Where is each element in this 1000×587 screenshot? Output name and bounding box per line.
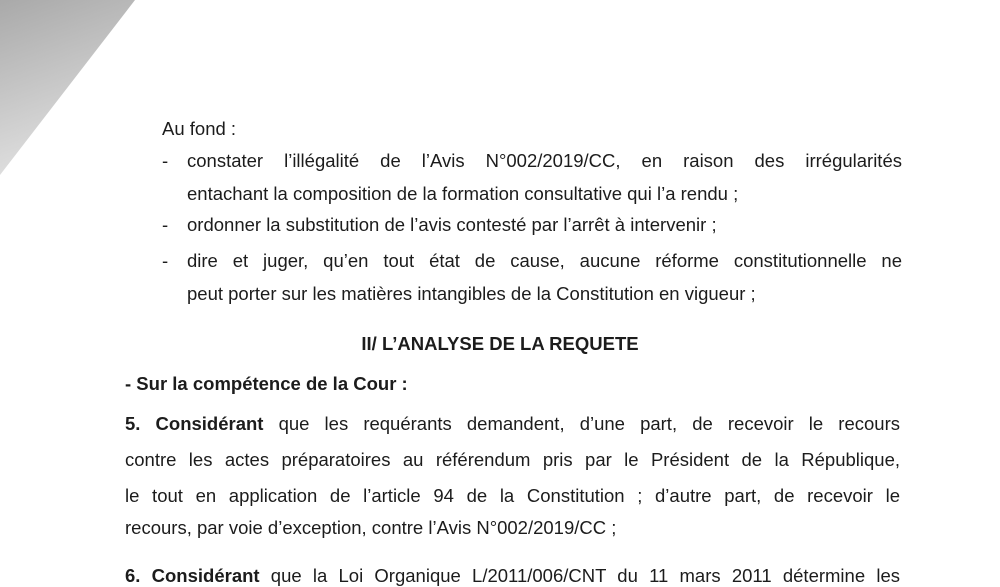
bullet-dash: - bbox=[162, 214, 169, 235]
bullet-3-line-1: dire et juger, qu’en tout état de cause, aucune réforme constitutionnelle ne bbox=[187, 250, 902, 271]
au-fond-label: Au fond : bbox=[162, 118, 237, 139]
para-5-line-4: recours, par voie d’exception, contre l’Avis N°002/2019/CC ; bbox=[125, 517, 617, 538]
bullet-1-line-2: entachant la composition de la formation consultative qui l’a rendu ; bbox=[187, 183, 739, 204]
bullet-dash: - bbox=[162, 150, 169, 171]
para-5-lead: 5. Considérant bbox=[125, 413, 264, 434]
subheading-competence: - Sur la compétence de la Cour : bbox=[125, 373, 408, 394]
para-5-line-3: le tout en application de l’article 94 de la Constitution ; d’autre part, de recevoir le bbox=[125, 485, 900, 506]
para-6-lead: 6. Considérant bbox=[125, 565, 260, 586]
scan-shadow bbox=[0, 0, 135, 175]
para-5-line-1-text: que les requérants demandent, d’une part, de recevoir le recours bbox=[263, 413, 900, 434]
para-5-line-1 bbox=[125, 413, 900, 435]
section-heading: II/ L’ANALYSE DE LA REQUETE bbox=[361, 333, 639, 354]
bullet-1-line-1: constater l’illégalité de l’Avis N°002/2019/CC, en raison des irrégularités bbox=[187, 150, 902, 171]
bullet-2-line-1: ordonner la substitution de l’avis contesté par l’arrêt à intervenir ; bbox=[187, 214, 717, 235]
para-5-line-2: contre les actes préparatoires au référendum pris par le Président de la République, bbox=[125, 449, 900, 470]
para-6-line-1-text: que la Loi Organique L/2011/006/CNT du 11 mars 2011 détermine les bbox=[259, 565, 900, 586]
para-6-line-1 bbox=[125, 565, 900, 587]
bullet-dash: - bbox=[162, 250, 169, 271]
bullet-3-line-2: peut porter sur les matières intangibles de la Constitution en vigueur ; bbox=[187, 283, 756, 304]
